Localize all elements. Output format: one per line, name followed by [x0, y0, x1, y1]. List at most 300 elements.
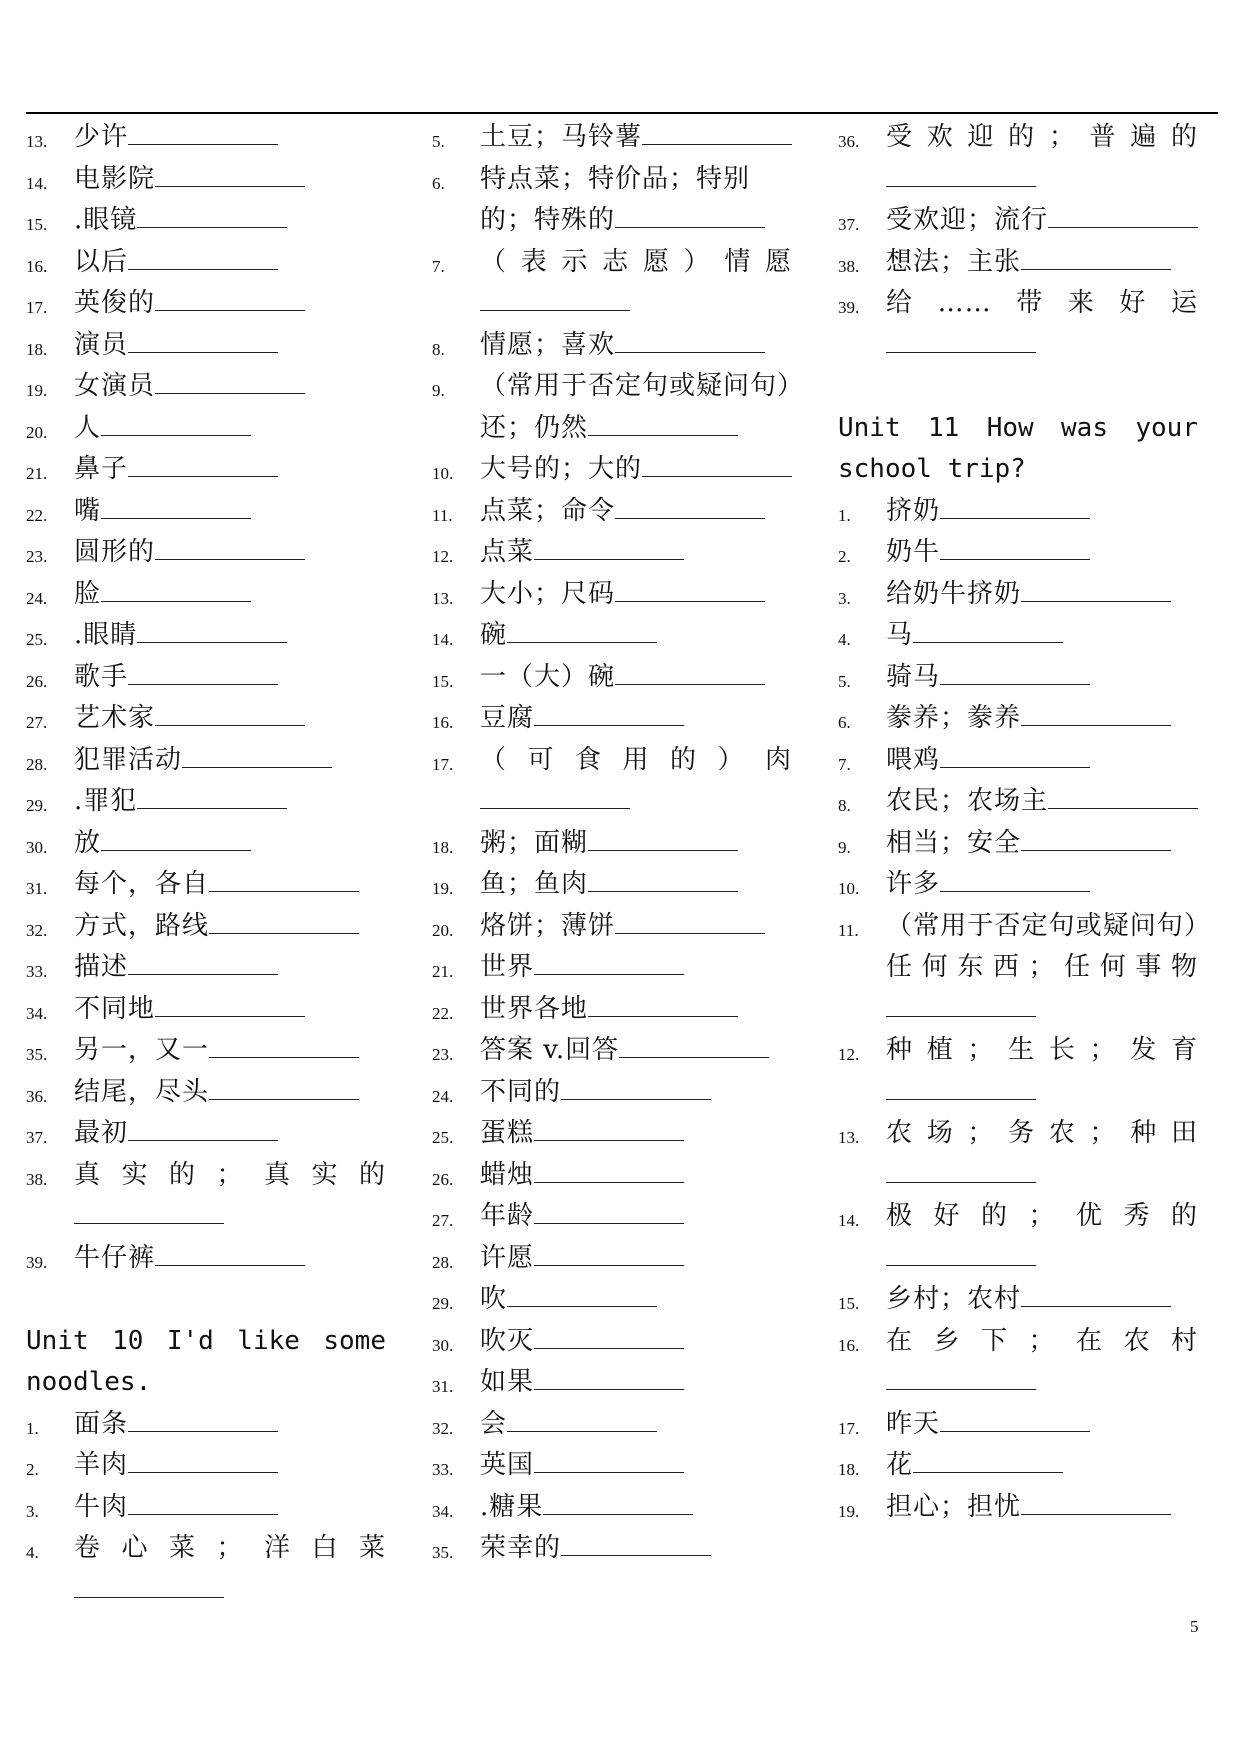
entry-body: [74, 1155, 386, 1238]
entry-text: 大小；尺码: [480, 578, 616, 609]
entry-text: 给奶牛挤奶: [886, 578, 1022, 609]
vocab-entry: [26, 1404, 386, 1446]
blank-line: [886, 1362, 1198, 1404]
spacer: [26, 1279, 386, 1321]
vocab-list-unit10-end: [838, 117, 1198, 366]
answer-blank[interactable]: [209, 1073, 359, 1100]
vocab-entry: [432, 740, 792, 823]
vocab-entry: [26, 491, 386, 533]
blank-line: [480, 781, 792, 823]
entry-text: 荣幸的: [480, 1533, 562, 1563]
entry-text-line: [480, 740, 792, 782]
entry-body: [886, 1445, 1198, 1487]
vocab-entry: [838, 491, 1198, 533]
entry-number: 37.: [26, 1128, 48, 1147]
entry-text: 世界各地: [480, 993, 589, 1024]
entry-body: [74, 200, 386, 242]
vocab-entry: [26, 1030, 386, 1072]
vocab-entry: [838, 1279, 1198, 1321]
entry-number: 15.: [26, 215, 48, 234]
answer-blank[interactable]: [128, 948, 278, 975]
entry-number: 33.: [26, 962, 48, 981]
answer-blank[interactable]: [534, 1363, 684, 1390]
answer-blank[interactable]: [507, 1405, 657, 1432]
vocab-entry: [26, 1487, 386, 1529]
vocab-entry: [432, 1113, 792, 1155]
entry-text: .眼睛: [74, 620, 138, 650]
entry-text: 电影院: [74, 163, 156, 194]
entry-number: 19.: [26, 381, 48, 400]
blank-line: [74, 1570, 386, 1612]
entry-text: 歌手: [74, 661, 129, 692]
entry-body: [74, 1487, 386, 1529]
vocab-entry: [26, 1528, 386, 1611]
answer-blank[interactable]: [155, 990, 305, 1017]
entry-body: [886, 283, 1198, 366]
answer-blank[interactable]: [913, 1446, 1063, 1473]
entry-number: 13.: [432, 588, 454, 608]
entry-number: 3.: [838, 588, 851, 608]
entry-body: [74, 657, 386, 699]
entry-number: 2.: [838, 547, 851, 566]
entry-number: 13.: [838, 1128, 860, 1147]
answer-blank[interactable]: [561, 1073, 711, 1100]
entry-text: 担心；担忧: [886, 1491, 1022, 1522]
entry-text-line: [886, 1030, 1198, 1072]
answer-blank[interactable]: [128, 118, 278, 145]
entry-number: 32.: [26, 920, 48, 940]
entry-body: [480, 325, 792, 367]
entry-body: [886, 698, 1198, 740]
entry-body: [74, 740, 386, 782]
entry-text: 每个，各自: [74, 869, 210, 899]
answer-blank[interactable]: [534, 1197, 684, 1224]
entry-number: 25.: [26, 630, 48, 649]
entry-text: （常用于否定句或疑问句）任何东西；任何事物: [886, 910, 1198, 982]
vocab-entry: [838, 1404, 1198, 1446]
vocab-entry: [838, 1196, 1198, 1279]
entry-body: [480, 823, 792, 865]
entry-number: 6.: [838, 713, 851, 732]
entry-body: [74, 449, 386, 491]
entry-number: 15.: [838, 1294, 860, 1313]
entry-text: 以后: [74, 246, 129, 277]
entry-text: 喂鸡: [886, 744, 941, 775]
entry-number: 7.: [432, 256, 445, 276]
entry-text-line: [886, 283, 1198, 325]
entry-body: [74, 1030, 386, 1072]
entry-text: 碗: [480, 620, 508, 650]
entry-text: 答案 v.回答: [480, 1035, 620, 1065]
entry-text: 马: [886, 620, 914, 650]
entry-body: [886, 1279, 1198, 1321]
column-2: [432, 117, 792, 1570]
vocab-entry: [432, 615, 792, 657]
vocab-entry: [432, 1528, 792, 1570]
vocab-entry: [432, 1238, 792, 1280]
entry-text: 放: [74, 827, 102, 858]
answer-blank[interactable]: [534, 1114, 684, 1141]
vocab-entry: [432, 657, 792, 699]
answer-blank[interactable]: [940, 658, 1090, 685]
answer-blank[interactable]: [101, 575, 251, 602]
entry-text: 鱼；鱼肉: [480, 869, 589, 899]
answer-blank[interactable]: [155, 367, 305, 394]
entry-body: [886, 532, 1198, 574]
vocab-entry: [838, 1321, 1198, 1404]
entry-number: 14.: [432, 630, 454, 649]
answer-blank[interactable]: [155, 699, 305, 726]
answer-blank[interactable]: [588, 990, 738, 1017]
answer-blank[interactable]: [615, 326, 765, 353]
entry-number: 22.: [432, 1003, 454, 1023]
entry-body: [480, 1196, 792, 1238]
vocab-list-unit10-cont: [432, 117, 792, 1570]
entry-text: 挤奶: [886, 495, 941, 526]
top-rule: [26, 112, 1218, 114]
answer-blank[interactable]: [886, 990, 1036, 1017]
entry-body: [74, 947, 386, 989]
answer-blank[interactable]: [534, 699, 684, 726]
entry-body: [886, 657, 1198, 699]
entry-text: 犯罪活动: [74, 744, 183, 775]
vocab-entry: [26, 698, 386, 740]
vocab-entry: [26, 781, 386, 823]
answer-blank[interactable]: [886, 160, 1036, 187]
answer-blank[interactable]: [128, 243, 278, 270]
vocab-entry: [26, 1072, 386, 1114]
entry-body: [886, 1321, 1198, 1404]
entry-body: [886, 200, 1198, 242]
answer-blank[interactable]: [1048, 201, 1198, 228]
answer-blank[interactable]: [128, 326, 278, 353]
entry-number: 29.: [26, 796, 48, 815]
answer-blank[interactable]: [480, 284, 630, 311]
answer-blank[interactable]: [615, 907, 765, 934]
entry-text: 豆腐: [480, 703, 535, 733]
answer-blank[interactable]: [137, 201, 287, 228]
answer-blank[interactable]: [940, 492, 1090, 519]
vocab-entry: [432, 1279, 792, 1321]
answer-blank[interactable]: [534, 1239, 684, 1266]
entry-text: 不同地: [74, 993, 156, 1024]
answer-blank[interactable]: [209, 907, 359, 934]
answer-blank[interactable]: [155, 284, 305, 311]
vocab-entry: [838, 1113, 1198, 1196]
answer-blank[interactable]: [155, 533, 305, 560]
answer-blank[interactable]: [886, 1239, 1036, 1266]
answer-blank[interactable]: [128, 1405, 278, 1432]
entry-text: 会: [480, 1408, 508, 1439]
vocab-entry: [432, 1487, 792, 1529]
entry-number: 21.: [26, 464, 48, 483]
entry-body: [480, 1487, 792, 1529]
answer-blank[interactable]: [588, 409, 738, 436]
answer-blank[interactable]: [886, 1156, 1036, 1183]
answer-blank[interactable]: [128, 1488, 278, 1515]
answer-blank[interactable]: [886, 1363, 1036, 1390]
vocab-entry: [432, 823, 792, 865]
answer-blank[interactable]: [940, 1405, 1090, 1432]
vocab-entry: [26, 117, 386, 159]
vocab-entry: [26, 615, 386, 657]
answer-blank[interactable]: [940, 865, 1090, 892]
entry-number: 23.: [26, 547, 48, 566]
entry-number: 37.: [838, 215, 860, 234]
answer-blank[interactable]: [1021, 824, 1171, 851]
entry-number: 17.: [432, 754, 454, 774]
blank-line: [480, 283, 792, 325]
answer-blank[interactable]: [619, 1031, 769, 1058]
entry-body: [886, 906, 1198, 1031]
entry-body: [480, 242, 792, 325]
answer-blank[interactable]: [1021, 699, 1171, 726]
entry-number: 7.: [838, 754, 851, 774]
entry-text: 英国: [480, 1450, 535, 1480]
answer-blank[interactable]: [588, 824, 738, 851]
answer-blank[interactable]: [1021, 1280, 1171, 1307]
entry-body: [480, 1445, 792, 1487]
entry-body: [480, 1155, 792, 1197]
entry-number: 10.: [838, 879, 860, 898]
entry-number: 17.: [26, 298, 48, 317]
entry-body: [886, 823, 1198, 865]
entry-number: 8.: [432, 339, 445, 359]
answer-blank[interactable]: [615, 201, 765, 228]
entry-text-line: [74, 1155, 386, 1197]
answer-blank[interactable]: [74, 1197, 224, 1224]
vocab-entry: [838, 1487, 1198, 1529]
entry-body: [886, 491, 1198, 533]
answer-blank[interactable]: [209, 865, 359, 892]
vocab-entry: [838, 781, 1198, 823]
entry-number: 2.: [26, 1460, 39, 1479]
entry-number: 17.: [838, 1418, 860, 1438]
vocab-list-unit11: [838, 491, 1198, 1529]
answer-blank[interactable]: [886, 326, 1036, 353]
entry-number: 20.: [26, 422, 48, 442]
entry-text: 土豆；马铃薯: [480, 122, 643, 152]
answer-blank[interactable]: [534, 948, 684, 975]
entry-number: 4.: [838, 630, 851, 649]
vocab-entry: [432, 1072, 792, 1114]
entry-text: .罪犯: [74, 786, 138, 816]
answer-blank[interactable]: [101, 824, 251, 851]
answer-blank[interactable]: [128, 450, 278, 477]
answer-blank[interactable]: [182, 741, 332, 768]
answer-blank[interactable]: [155, 160, 305, 187]
entry-body: [74, 491, 386, 533]
answer-blank[interactable]: [543, 1488, 693, 1515]
answer-blank[interactable]: [101, 409, 251, 436]
vocab-entry: [838, 698, 1198, 740]
vocab-entry: [838, 532, 1198, 574]
answer-blank[interactable]: [940, 533, 1090, 560]
blank-line: [886, 159, 1198, 201]
entry-number: 28.: [432, 1252, 454, 1272]
entry-text: 羊肉: [74, 1450, 129, 1480]
answer-blank[interactable]: [615, 492, 765, 519]
entry-body: [74, 283, 386, 325]
answer-blank[interactable]: [913, 616, 1063, 643]
entry-body: [74, 242, 386, 284]
entry-number: 6.: [432, 173, 445, 193]
vocab-entry: [26, 823, 386, 865]
entry-body: [480, 657, 792, 699]
entry-text: 受欢迎；流行: [886, 205, 1049, 235]
entry-number: 15.: [432, 671, 454, 691]
answer-blank[interactable]: [74, 1571, 224, 1598]
entry-text-line: [886, 1196, 1198, 1238]
answer-blank[interactable]: [137, 616, 287, 643]
entry-text: 点菜: [480, 537, 535, 567]
answer-blank[interactable]: [128, 1114, 278, 1141]
entry-body: [480, 449, 792, 491]
entry-body: [74, 864, 386, 906]
entry-text: 蜡烛: [480, 1159, 535, 1190]
entry-text: 给……带来好运: [886, 288, 1198, 318]
answer-blank[interactable]: [615, 658, 765, 685]
answer-blank[interactable]: [642, 118, 792, 145]
vocab-entry: [432, 491, 792, 533]
vocab-entry: [26, 906, 386, 948]
entry-body: [480, 117, 792, 159]
blank-line: [886, 1238, 1198, 1280]
vocab-entry: [432, 117, 792, 159]
vocab-entry: [432, 574, 792, 616]
vocab-entry: [838, 864, 1198, 906]
answer-blank[interactable]: [642, 450, 792, 477]
entry-body: [886, 117, 1198, 200]
entry-body: [480, 740, 792, 823]
entry-text: 不同的: [480, 1076, 562, 1107]
entry-body: [74, 1072, 386, 1114]
entry-number: 9.: [838, 837, 851, 857]
entry-body: [74, 906, 386, 948]
entry-text: 许多: [886, 869, 941, 899]
entry-body: [886, 1404, 1198, 1446]
entry-body: [886, 1196, 1198, 1279]
entry-body: [886, 1030, 1198, 1113]
entry-text: 结尾，尽头: [74, 1076, 210, 1107]
entry-number: 24.: [26, 588, 48, 608]
entry-number: 34.: [26, 1003, 48, 1023]
answer-blank[interactable]: [534, 1446, 684, 1473]
vocab-entry: [838, 283, 1198, 366]
entry-text-line: [886, 1113, 1198, 1155]
answer-blank[interactable]: [480, 782, 630, 809]
vocab-entry: [432, 366, 792, 449]
entry-text: 情愿；喜欢: [480, 329, 616, 360]
entry-text: 相当；安全: [886, 827, 1022, 858]
entry-text: 农民；农场主: [886, 786, 1049, 816]
answer-blank[interactable]: [940, 741, 1090, 768]
answer-blank[interactable]: [1048, 782, 1198, 809]
entry-number: 19.: [432, 879, 454, 898]
vocab-entry: [26, 740, 386, 782]
entry-text: 牛仔裤: [74, 1242, 156, 1273]
vocab-entry: [432, 947, 792, 989]
answer-blank[interactable]: [128, 658, 278, 685]
vocab-entry: [26, 1113, 386, 1155]
vocab-list-unit10: [26, 1404, 386, 1612]
vocab-entry: [432, 242, 792, 325]
entry-number: 27.: [26, 713, 48, 732]
entry-text: 女演员: [74, 371, 156, 401]
entry-text: .糖果: [480, 1491, 544, 1522]
blank-line: [886, 325, 1198, 367]
entry-text: 骑马: [886, 661, 941, 692]
entry-body: [480, 1404, 792, 1446]
answer-blank[interactable]: [534, 1156, 684, 1183]
entry-text: 脸: [74, 578, 102, 609]
entry-text: 想法；主张: [886, 246, 1022, 277]
vocab-entry: [432, 1362, 792, 1404]
entry-text: 另一，又一: [74, 1035, 210, 1065]
entry-text: 少许: [74, 122, 129, 152]
entry-number: 12.: [432, 547, 454, 566]
vocab-entry: [26, 947, 386, 989]
entry-number: 5.: [838, 671, 851, 691]
answer-blank[interactable]: [534, 533, 684, 560]
answer-blank[interactable]: [1021, 243, 1171, 270]
answer-blank[interactable]: [209, 1031, 359, 1058]
entry-body: [480, 574, 792, 616]
spacer: [838, 366, 1198, 408]
vocab-entry: [432, 1445, 792, 1487]
vocab-entry: [26, 242, 386, 284]
vocab-entry: [838, 574, 1198, 616]
answer-blank[interactable]: [1021, 1488, 1171, 1515]
answer-blank[interactable]: [534, 1322, 684, 1349]
entry-number: 19.: [838, 1501, 860, 1521]
answer-blank[interactable]: [507, 616, 657, 643]
answer-blank[interactable]: [1021, 575, 1171, 602]
vocab-entry: [432, 325, 792, 367]
answer-blank[interactable]: [507, 1280, 657, 1307]
vocab-entry: [432, 449, 792, 491]
entry-text: 圆形的: [74, 537, 156, 567]
entry-body: [886, 242, 1198, 284]
answer-blank[interactable]: [886, 1073, 1036, 1100]
entry-text: 特点菜；特价品；特别的；特殊的: [480, 163, 751, 235]
entry-number: 11.: [838, 920, 859, 940]
answer-blank[interactable]: [615, 575, 765, 602]
vocab-entry: [838, 823, 1198, 865]
entry-text: 鼻子: [74, 454, 129, 484]
answer-blank[interactable]: [155, 1239, 305, 1266]
entry-text: 大号的；大的: [480, 454, 643, 484]
vocab-entry: [26, 200, 386, 242]
answer-blank[interactable]: [101, 492, 251, 519]
entry-text: 在乡下；在农村: [886, 1325, 1198, 1356]
entry-body: [74, 325, 386, 367]
entry-body: [74, 615, 386, 657]
answer-blank[interactable]: [561, 1529, 711, 1556]
entry-number: 23.: [432, 1045, 454, 1064]
entry-number: 1.: [26, 1418, 39, 1438]
answer-blank[interactable]: [128, 1446, 278, 1473]
entry-body: [74, 574, 386, 616]
entry-number: 12.: [838, 1045, 860, 1064]
vocab-entry: [432, 1196, 792, 1238]
entry-body: [480, 989, 792, 1031]
answer-blank[interactable]: [588, 865, 738, 892]
entry-number: 28.: [26, 754, 48, 774]
entry-body: [480, 864, 792, 906]
answer-blank[interactable]: [137, 782, 287, 809]
vocab-list-unit9: [26, 117, 386, 1279]
